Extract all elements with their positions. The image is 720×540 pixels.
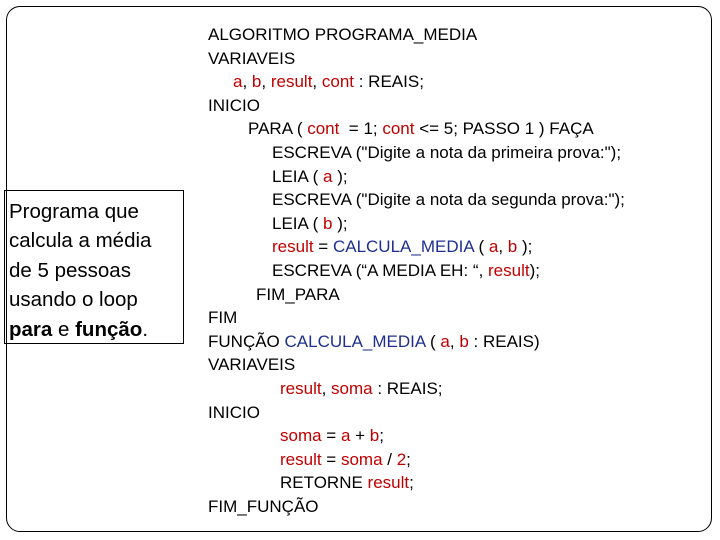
keyword-token: ); xyxy=(517,237,533,257)
description-line xyxy=(9,315,183,344)
keyword-token: , xyxy=(261,72,271,92)
code-line xyxy=(208,47,295,71)
function-token: CALCULA_MEDIA xyxy=(332,237,474,257)
variable-token: soma xyxy=(280,426,322,446)
code-line xyxy=(208,330,540,354)
code-line xyxy=(272,165,348,189)
keyword-token: , xyxy=(449,331,460,351)
keyword-funcao: função xyxy=(75,317,143,341)
keyword-token: + xyxy=(350,426,370,446)
description-period: . xyxy=(142,317,149,341)
keyword-token: , xyxy=(498,237,508,257)
variable-token: b xyxy=(459,331,469,351)
variable-token: result xyxy=(272,237,314,257)
code-line xyxy=(272,212,348,236)
variable-token: result xyxy=(270,72,313,92)
variable-token: a xyxy=(488,237,499,257)
keyword-token: ALGORITMO PROGRAMA_MEDIA xyxy=(208,25,478,44)
keyword-token: INICIO xyxy=(208,402,260,422)
code-line xyxy=(233,70,424,94)
keyword-token: = xyxy=(321,426,341,446)
code-line xyxy=(208,495,319,519)
keyword-token: : REAIS) xyxy=(468,331,540,351)
code-line xyxy=(280,377,443,401)
code-line xyxy=(256,283,340,307)
keyword-token: ESCREVA ("Digite a nota da primeira prova:"); xyxy=(272,143,622,162)
code-line xyxy=(208,23,477,47)
keyword-token: ( xyxy=(473,237,489,257)
variable-token: b xyxy=(323,213,333,233)
variable-token: a xyxy=(323,166,333,186)
keyword-token: ); xyxy=(529,261,540,280)
variable-token: a xyxy=(340,426,351,446)
variable-token: b xyxy=(251,72,262,92)
variable-token: cont xyxy=(307,119,340,139)
keyword-token: ; xyxy=(379,426,384,446)
code-line xyxy=(208,94,260,118)
description-line: calcula a média xyxy=(9,229,152,253)
keyword-token: FIM xyxy=(208,308,238,328)
keyword-para: para xyxy=(9,317,53,341)
keyword-token: RETORNE xyxy=(280,473,368,493)
function-token: CALCULA_MEDIA xyxy=(284,331,426,351)
keyword-token: LEIA ( xyxy=(272,213,324,233)
keyword-token: ; xyxy=(409,473,414,493)
keyword-token: INICIO xyxy=(208,95,260,115)
variable-token: a xyxy=(233,72,243,92)
code-line xyxy=(280,448,411,472)
keyword-token: ); xyxy=(332,166,348,186)
code-line xyxy=(280,424,384,448)
keyword-token: , xyxy=(321,379,332,398)
keyword-token: , xyxy=(312,72,322,92)
keyword-token: = xyxy=(321,449,341,469)
description-line: Programa que xyxy=(9,200,139,223)
keyword-token: : REAIS; xyxy=(372,379,443,398)
variable-token: b xyxy=(369,426,380,446)
keyword-token: FIM_FUNÇÃO xyxy=(208,497,319,516)
variable-token: result xyxy=(280,379,322,398)
keyword-token: FUNÇÃO xyxy=(208,331,285,351)
keyword-token: ESCREVA ("Digite a nota da segunda prova:"); xyxy=(272,190,625,210)
keyword-token: VARIAVEIS xyxy=(208,48,296,68)
code-line xyxy=(272,141,621,165)
variable-token: cont xyxy=(321,72,355,92)
keyword-token: ESCREVA (“A MEDIA EH: “, xyxy=(272,261,489,280)
variable-token: result xyxy=(367,473,410,493)
keyword-token: ); xyxy=(332,213,348,233)
keyword-token: LEIA ( xyxy=(272,166,324,186)
code-line xyxy=(208,401,260,425)
variable-token: b xyxy=(507,237,518,257)
code-line xyxy=(248,117,594,141)
variable-token: cont xyxy=(382,119,415,139)
description-line: de 5 pessoas xyxy=(9,258,131,282)
code-line xyxy=(280,471,414,495)
code-line xyxy=(272,235,532,259)
keyword-token: = xyxy=(313,237,333,257)
description-box xyxy=(4,190,184,344)
keyword-token: ( xyxy=(425,331,441,351)
variable-token: soma xyxy=(331,379,373,398)
description-connector: e xyxy=(52,317,76,341)
code-line xyxy=(272,259,540,283)
variable-token: result xyxy=(280,449,322,469)
keyword-token: FIM_PARA xyxy=(256,284,340,304)
code-line xyxy=(272,188,625,212)
keyword-token: <= 5; PASSO 1 ) FAÇA xyxy=(414,119,594,139)
variable-token: a xyxy=(440,331,450,351)
keyword-token: , xyxy=(242,72,252,92)
code-line xyxy=(208,306,237,330)
code-line xyxy=(208,353,295,377)
variable-token: soma xyxy=(340,449,383,469)
keyword-token: : REAIS; xyxy=(354,72,424,92)
keyword-token: = 1; xyxy=(339,119,383,139)
variable-token: result xyxy=(488,261,530,280)
keyword-token: ; xyxy=(406,449,411,469)
variable-token: 2 xyxy=(396,449,407,469)
keyword-token: VARIAVEIS xyxy=(208,355,296,375)
keyword-token: PARA ( xyxy=(248,119,308,139)
description-line: usando o loop xyxy=(9,288,138,312)
keyword-token: / xyxy=(382,449,397,469)
